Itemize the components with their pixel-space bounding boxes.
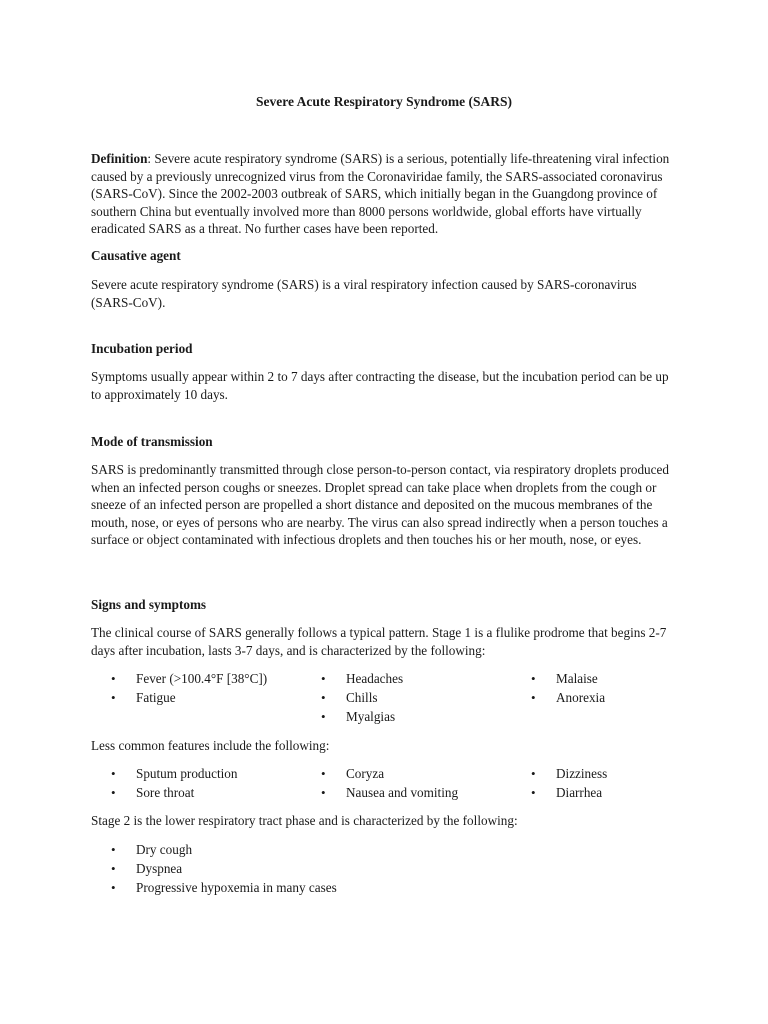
- stage2-intro: Stage 2 is the lower respiratory tract phase and is characterized by the following:: [91, 813, 518, 828]
- document-title: Severe Acute Respiratory Syndrome (SARS): [256, 94, 512, 109]
- bullet-icon: •: [111, 785, 116, 800]
- less-common-intro: Less common features include the following:: [91, 738, 330, 753]
- causative-heading: Causative agent: [91, 248, 181, 263]
- transmission-heading: Mode of transmission: [91, 434, 213, 449]
- list-item: • Fever (>100.4°F [38°C]): [111, 671, 268, 686]
- bullet-icon: •: [321, 766, 326, 781]
- list-item: • Coryza: [321, 766, 385, 781]
- bullet-icon: •: [531, 690, 536, 705]
- bullet-icon: •: [111, 861, 116, 876]
- less-common-list-col3: [531, 764, 701, 802]
- less-common-list-col1: [111, 764, 281, 802]
- list-item: • Dyspnea: [111, 861, 183, 876]
- bullet-icon: •: [531, 785, 536, 800]
- list-item: • Myalgias: [321, 709, 396, 724]
- definition-label: Definition: [91, 151, 148, 166]
- incubation-paragraph: Symptoms usually appear within 2 to 7 days after contracting the disease, but the incubation period can be up to approximately 10 days.: [91, 369, 669, 402]
- incubation-heading: Incubation period: [91, 341, 193, 356]
- stage1-list-col3: [531, 669, 701, 707]
- list-item: • Malaise: [531, 671, 598, 686]
- bullet-icon: •: [531, 671, 536, 686]
- bullet-icon: •: [321, 709, 326, 724]
- bullet-icon: •: [531, 766, 536, 781]
- stage1-list-col2: [321, 669, 491, 726]
- bullet-icon: •: [111, 842, 116, 857]
- definition-text: : Severe acute respiratory syndrome (SARS) is a serious, potentially life-threatening viral infection caused by a previously unrecognized virus from the Coronaviridae family, the SARS-associated coronavirus (SARS-CoV). Since the 2002-2003 outbreak of SARS, which initially began in the Guangdong province of southern China but eventually involved more than 8000 persons worldwide, global efforts have virtually eradicated SARS as a threat. No further cases have been reported.: [91, 151, 670, 237]
- less-common-list-col2: [321, 764, 491, 802]
- list-item: • Fatigue: [111, 690, 176, 705]
- list-item: • Diarrhea: [531, 785, 603, 800]
- bullet-icon: •: [111, 766, 116, 781]
- list-item: • Sputum production: [111, 766, 238, 781]
- list-item: • Nausea and vomiting: [321, 785, 459, 800]
- list-item: • Anorexia: [531, 690, 606, 705]
- signs-intro: The clinical course of SARS generally follows a typical pattern. Stage 1 is a flulike prodrome that begins 2-7 days after incubation, lasts 3-7 days, and is characterized by the following:: [91, 625, 667, 658]
- bullet-icon: •: [321, 671, 326, 686]
- signs-heading: Signs and symptoms: [91, 597, 207, 612]
- list-item: • Progressive hypoxemia in many cases: [111, 880, 337, 895]
- bullet-icon: •: [111, 880, 116, 895]
- transmission-paragraph: SARS is predominantly transmitted through close person-to-person contact, via respiratory droplets produced when an infected person coughs or sneezes. Droplet spread can take place when droplets from the cough or sneeze of an infected person are propelled a short distance and deposited on the mucous membranes of the mouth, nose, or eyes of persons who are nearby. The virus can also spread indirectly when a person touches a surface or object contaminated with infectious droplets and then touches his or her mouth, nose, or eyes.: [91, 462, 669, 548]
- list-item: • Dizziness: [531, 766, 608, 781]
- bullet-icon: •: [111, 690, 116, 705]
- stage2-list: [111, 840, 511, 897]
- bullet-icon: •: [111, 671, 116, 686]
- list-item: • Dry cough: [111, 842, 193, 857]
- list-item: • Headaches: [321, 671, 404, 686]
- list-item: • Sore throat: [111, 785, 195, 800]
- bullet-icon: •: [321, 785, 326, 800]
- causative-paragraph: Severe acute respiratory syndrome (SARS) is a viral respiratory infection caused by SARS-coronavirus (SARS-CoV).: [91, 277, 637, 310]
- definition-paragraph: [91, 150, 681, 238]
- list-item: • Chills: [321, 690, 378, 705]
- stage1-list-col1: [111, 669, 291, 707]
- bullet-icon: •: [321, 690, 326, 705]
